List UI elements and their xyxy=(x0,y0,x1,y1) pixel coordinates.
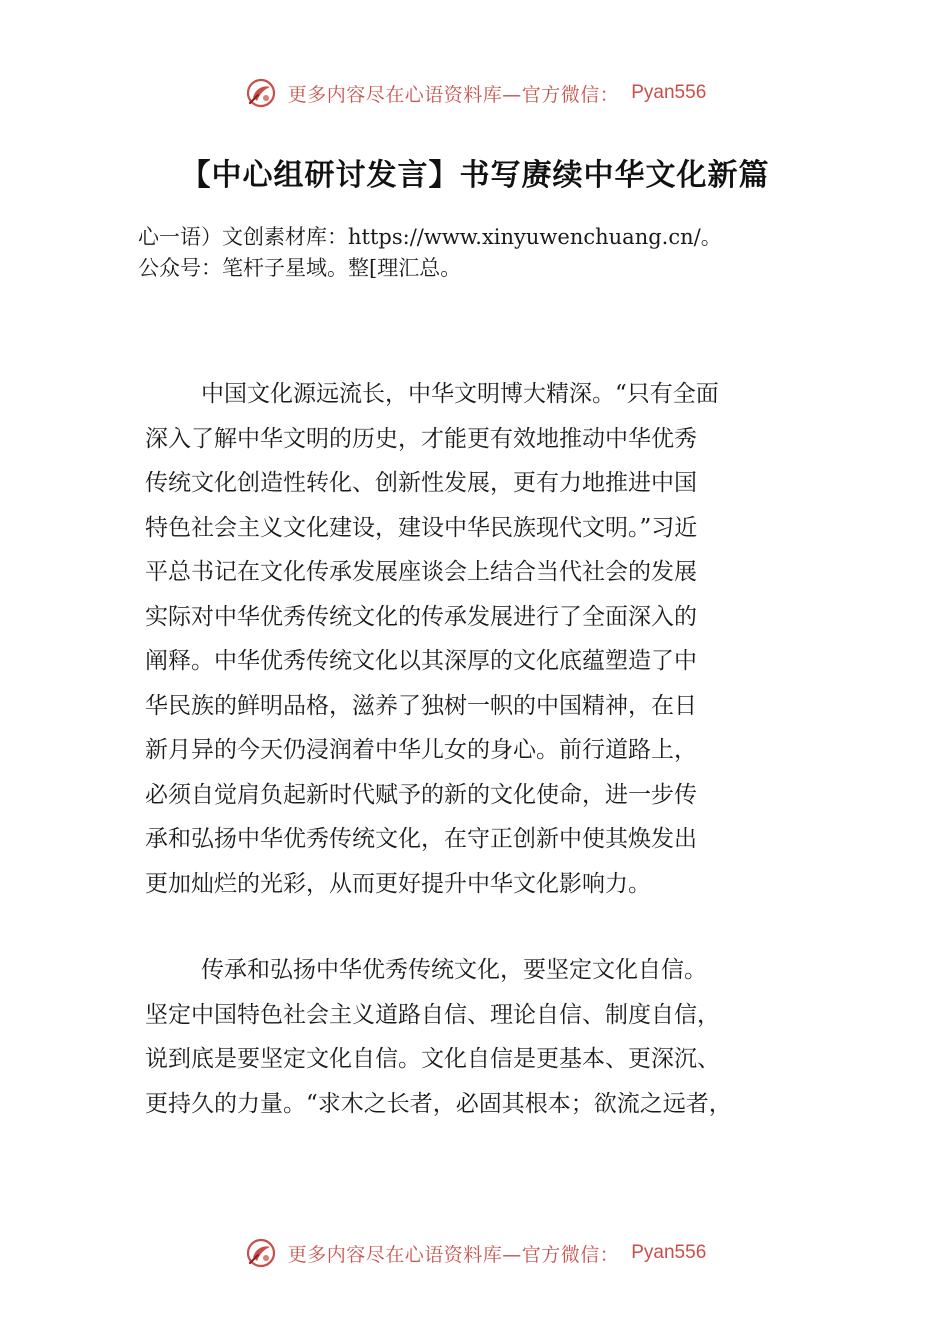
brand-logo-icon xyxy=(244,76,278,110)
paragraph-line: 坚定中国特色社会主义道路自信、理论自信、制度自信， xyxy=(145,1001,720,1028)
wechat-id: Pyan556 xyxy=(631,82,707,103)
paragraph-line: 特色社会主义文化建设，建设中华民族现代文明。”习近 xyxy=(145,514,698,541)
source-line: 心一语）文创素材库：https://www.xinyuwenchuang.cn/。 xyxy=(138,225,722,249)
banner-text: 更多内容尽在心语资料库—官方微信： xyxy=(287,1243,620,1266)
paragraph-line: 更加灿烂的光彩，从而更好提升中华文化影响力。 xyxy=(145,870,651,897)
footer-banner xyxy=(0,1231,950,1275)
brand-logo-icon xyxy=(244,1236,278,1270)
paragraph-line: 新月异的今天仍浸润着中华儿女的身心。前行道路上， xyxy=(145,737,697,763)
source-line: 公众号：笔杆子星域。整[理汇总。 xyxy=(138,256,462,280)
paragraph-1 xyxy=(145,372,825,906)
paragraph-line: 说到底是要坚定文化自信。文化自信是更基本、更深沉、 xyxy=(145,1046,720,1072)
wechat-id: Pyan556 xyxy=(631,1242,707,1263)
paragraph-line: 阐释。中华优秀传统文化以其深厚的文化底蕴塑造了中 xyxy=(145,648,697,674)
paragraph-line: 更持久的力量。“求木之长者，必固其根本；欲流之远者， xyxy=(145,1090,732,1117)
header-banner xyxy=(0,71,950,115)
paragraph-line: 深入了解中华文明的历史，才能更有效地推动中华优秀 xyxy=(145,425,697,452)
paragraph-line: 中国文化源远流长，中华文明博大精深。“只有全面 xyxy=(201,381,719,407)
banner-text: 更多内容尽在心语资料库—官方微信： xyxy=(287,83,620,106)
page-title: 【中心组研讨发言】书写赓续中华文化新篇 xyxy=(180,158,770,193)
paragraph-line: 华民族的鲜明品格，滋养了独树一帜的中国精神，在日 xyxy=(145,692,697,719)
source-note xyxy=(138,222,928,284)
paragraph-line: 传承和弘扬中华优秀传统文化，要坚定文化自信。 xyxy=(201,957,707,983)
paragraph-line: 传统文化创造性转化、创新性发展，更有力地推进中国 xyxy=(145,470,697,496)
paragraph-2 xyxy=(145,948,825,1126)
paragraph-line: 承和弘扬中华优秀传统文化，在守正创新中使其焕发出 xyxy=(145,826,697,852)
paragraph-line: 平总书记在文化传承发展座谈会上结合当代社会的发展 xyxy=(145,559,697,585)
paragraph-line: 实际对中华优秀传统文化的传承发展进行了全面深入的 xyxy=(145,603,697,630)
paragraph-line: 必须自觉肩负起新时代赋予的新的文化使命，进一步传 xyxy=(145,781,697,808)
